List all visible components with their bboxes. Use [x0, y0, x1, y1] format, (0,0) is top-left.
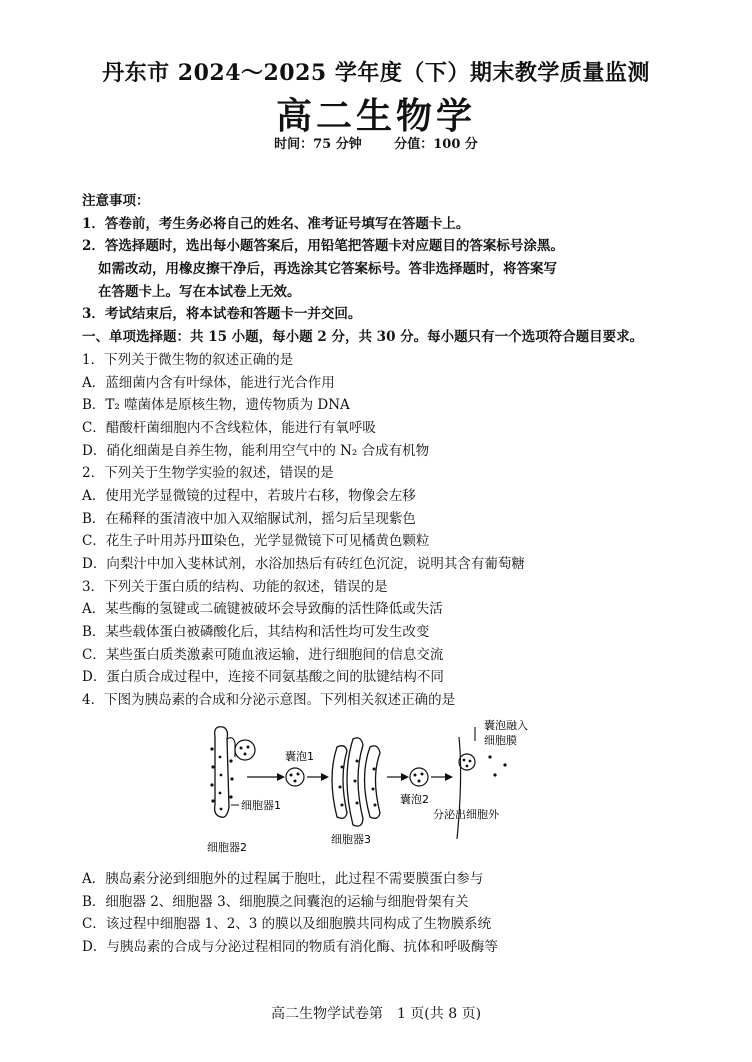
question-option: B．某些载体蛋白被磷酸化后，其结构和活性均可发生改变: [82, 624, 430, 641]
subject-title: 高二生物学: [275, 96, 476, 137]
notice-item: 3．考试结束后，将本试卷和答题卡一并交回。: [82, 306, 362, 323]
page-footer: 高二生物学试卷第 1 页(共 8 页): [270, 1006, 482, 1022]
question-option: A．蓝细菌内含有叶绿体，能进行光合作用: [82, 374, 335, 391]
question-stem: 3．下列关于蛋白质的结构、功能的叙述，错误的是: [82, 578, 388, 595]
organelle-1-shape: [235, 740, 255, 760]
question-option: A．使用光学显微镜的过程中，若玻片右移，物像会左移: [82, 487, 416, 504]
organelle-1-label: 细胞器1: [241, 799, 281, 812]
notice-item: 1．答卷前，考生务必将自己的姓名、准考证号填写在答题卡上。: [82, 215, 470, 232]
question-option: B．细胞器 2、细胞器 3、细胞膜之间囊泡的运输与细胞骨架有关: [82, 893, 469, 910]
question-option: A．胰岛素分泌到细胞外的过程属于胞吐，此过程不需要膜蛋白参与: [82, 871, 484, 887]
notice-item: 2．答选择题时，选出每小题答案后，用铅笔把答题卡对应题目的答案标号涂黑。: [82, 238, 564, 255]
membrane-label: 细胞膜: [484, 734, 517, 747]
question-option: D．向梨汁中加入斐林试剂，水浴加热后有砖红色沉淀，说明其含有葡萄糖: [82, 556, 525, 572]
question-option: C．醋酸杆菌细胞内不含线粒体，能进行有氧呼吸: [82, 419, 376, 436]
question-option: C．该过程中细胞器 1、2、3 的膜以及细胞膜共同构成了生物膜系统: [82, 916, 492, 933]
question-option: B．在稀释的蛋清液中加入双缩脲试剂，摇匀后呈现紫色: [82, 510, 416, 527]
organelle-2-label: 细胞器2: [207, 841, 247, 854]
organelle-3-label: 细胞器3: [331, 833, 371, 846]
exam-body: [82, 190, 682, 712]
question-4-options: [82, 868, 682, 959]
insulin-secretion-diagram: [205, 717, 565, 857]
question-stem: 2．下列关于生物学实验的叙述，错误的是: [82, 465, 334, 482]
exam-meta: [0, 133, 752, 152]
question-option: D．硝化细菌是自养生物，能利用空气中的 N₂ 合成有机物: [82, 442, 430, 459]
cell-membrane-shape: [457, 737, 461, 839]
fusing-vesicle-shape: [459, 754, 475, 770]
vesicle-1-label: 囊泡1: [285, 750, 314, 763]
question-option: A．某些酶的氢键或二硫键被破坏会导致酶的活性降低或失活: [82, 601, 443, 618]
ribosome-dots: [210, 747, 233, 810]
secrete-label: 分泌出细胞外: [433, 808, 499, 821]
question-stem: 1．下列关于微生物的叙述正确的是: [82, 351, 294, 368]
question-option: D．与胰岛素的合成与分泌过程相同的物质有消化酶、抗体和呼吸酶等: [82, 939, 498, 956]
notice-item: 如需改动，用橡皮擦干净后，再选涂其它答案标号。答非选择题时，将答案写: [98, 261, 557, 278]
question-option: B．T₂ 噬菌体是原核生物，遗传物质为 DNA: [82, 397, 350, 414]
notice-heading: 注意事项：: [82, 193, 150, 209]
fuse-label: 囊泡融入: [484, 719, 528, 732]
exam-title: 丹东市 2024～2025 学年度（下）期末教学质量监测: [102, 60, 650, 86]
vesicle-2-shape: [410, 768, 428, 786]
notice-item: 在答题卡上。写在本试卷上无效。: [98, 283, 301, 300]
organelle-2-shape: [215, 727, 229, 818]
question-stem: 4．下图为胰岛素的合成和分泌示意图。下列相关叙述正确的是: [82, 692, 456, 709]
vesicle-2-label: 囊泡2: [400, 793, 429, 806]
question-option: C．某些蛋白质类激素可随血液运输，进行细胞间的信息交流: [82, 646, 444, 663]
question-option: D．蛋白质合成过程中，连接不同氨基酸之间的肽键结构不同: [82, 669, 444, 686]
exam-score: 分值：100 分: [394, 137, 478, 152]
exam-time: 时间：75 分钟: [274, 137, 362, 152]
section-heading: 一、单项选择题：共 15 小题，每小题 2 分，共 30 分。每小题只有一个选项符合题目要求。: [82, 329, 644, 346]
question-option: C．花生子叶用苏丹Ⅲ染色，光学显微镜下可见橘黄色颗粒: [82, 533, 430, 550]
vesicle-1-shape: [286, 768, 304, 786]
